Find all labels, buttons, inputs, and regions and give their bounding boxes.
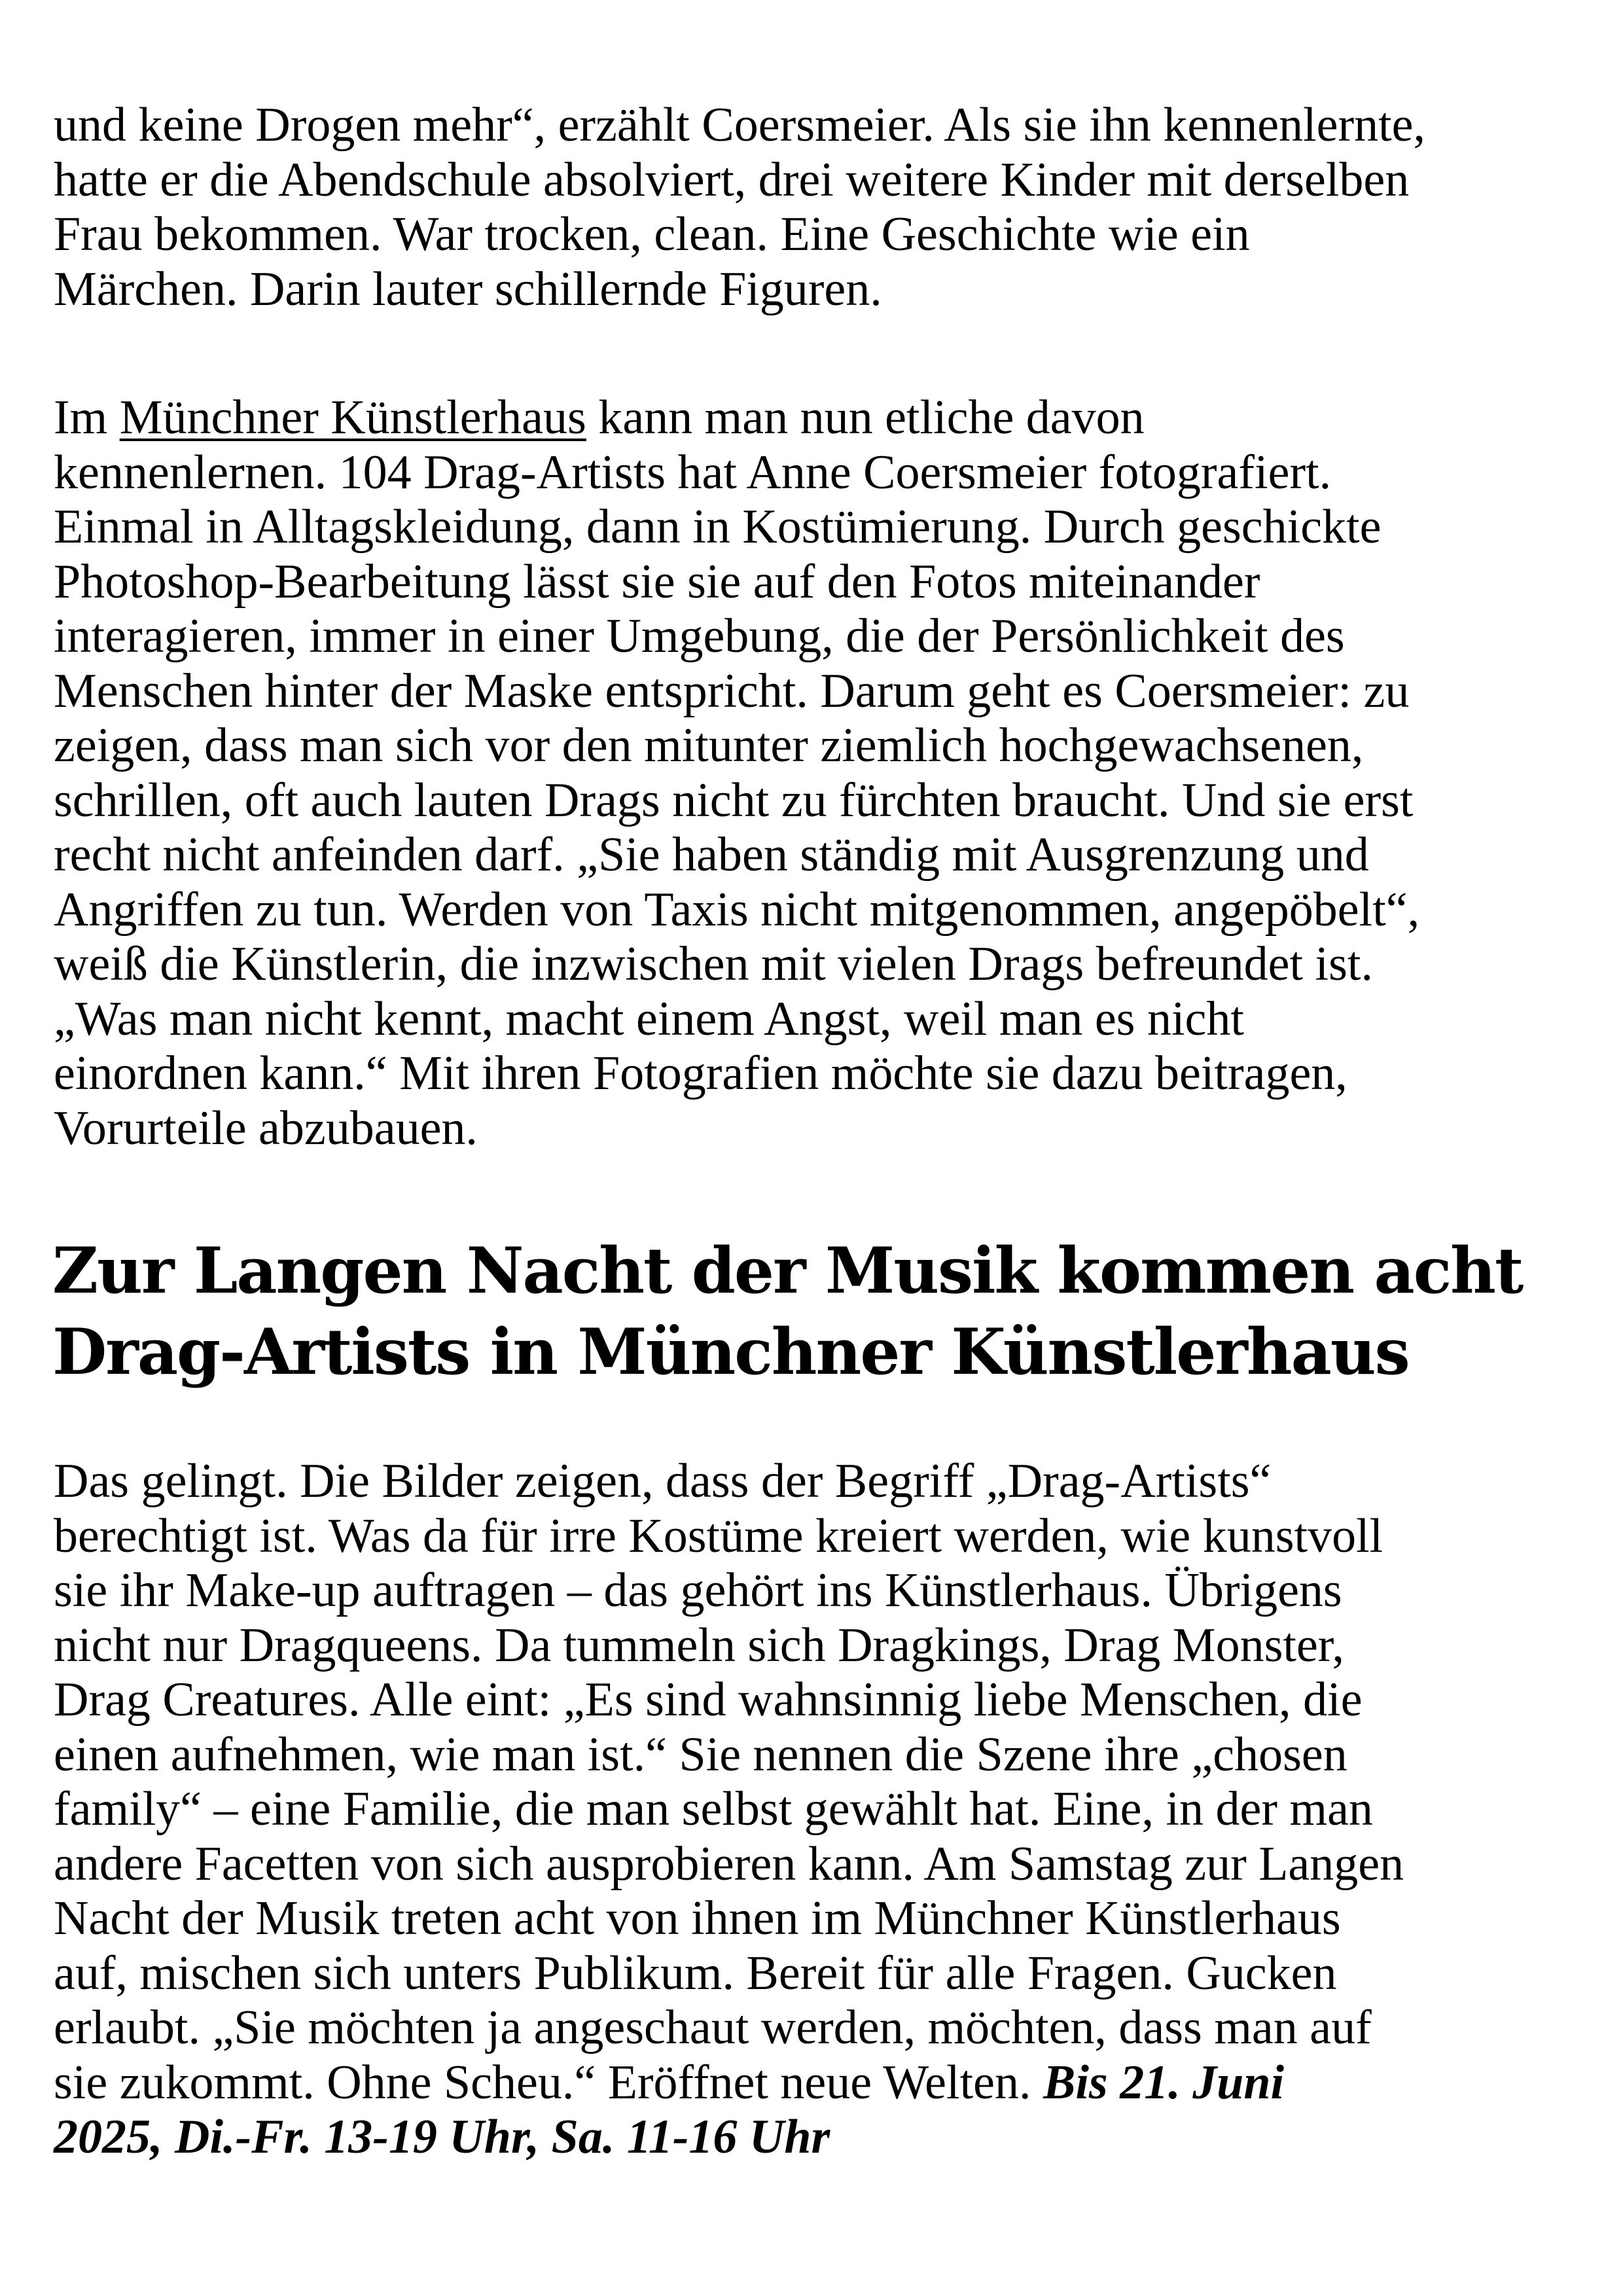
text-line: Nacht der Musik treten acht von ihnen im Münchner Künstlerhaus (54, 1892, 1341, 1945)
text-line: weiß die Künstlerin, die inzwischen mit vielen Drags befreundet ist. (54, 937, 1373, 991)
text-line: Das gelingt. Die Bilder zeigen, dass der Begriff „Drag-Artists“ (54, 1454, 1272, 1508)
text-segment: kann man nun etliche davon (586, 391, 1145, 444)
text-line: auf, mischen sich unters Publikum. Bereit für alle Fragen. Gucken (54, 1946, 1337, 2000)
text-line: Frau bekommen. War trocken, clean. Eine Geschichte wie ein (54, 207, 1250, 261)
text-line: sie ihr Make-up auftragen – das gehört ins Künstlerhaus. Übrigens (54, 1564, 1342, 1617)
paragraph-intro (54, 98, 1578, 317)
opening-dates: Bis 21. Juni (1043, 2055, 1285, 2109)
text-line: Photoshop-Bearbeitung lässt sie sie auf den Fotos miteinander (54, 554, 1260, 609)
text-line: „Was man nicht kennt, macht einem Angst, weil man es nicht (54, 992, 1244, 1046)
opening-hours: 2025, Di.-Fr. 13-19 Uhr, Sa. 11-16 Uhr (54, 2110, 830, 2164)
text-line: einordnen kann.“ Mit ihren Fotografien möchte sie dazu beitragen, (54, 1047, 1347, 1100)
heading-line: Zur Langen Nacht der Musik kommen acht (52, 1234, 1523, 1308)
text-line: Einmal in Alltagskleidung, dann in Kostümierung. Durch geschickte (54, 500, 1382, 554)
text-line: andere Facetten von sich ausprobieren kann. Am Samstag zur Langen (54, 1837, 1404, 1891)
section-heading (52, 1230, 1577, 1393)
text-line: kennenlernen. 104 Drag-Artists hat Anne Coersmeier fotografiert. (54, 445, 1332, 499)
text-line: und keine Drogen mehr“, erzählt Coersmeier. Als sie ihn kennenlernte, (54, 98, 1425, 152)
text-line: schrillen, oft auch lauten Drags nicht zu fürchten braucht. Und sie erst (54, 773, 1414, 827)
text-segment: sie zukommt. Ohne Scheu.“ Eröffnet neue Welten. (54, 2055, 1043, 2109)
text-line: einen aufnehmen, wie man ist.“ Sie nennen die Szene ihre „chosen (54, 1727, 1347, 1782)
kuenstlerhaus-link[interactable]: Münchner Künstlerhaus (119, 391, 586, 444)
heading-line: Drag-Artists in Münchner Künstlerhaus (52, 1315, 1409, 1389)
text-line: Märchen. Darin lauter schillernde Figuren. (54, 262, 882, 316)
text-segment: Im (54, 391, 120, 444)
paragraph-exhibition (54, 391, 1578, 1156)
text-line (54, 391, 1578, 446)
text-line: Menschen hinter der Maske entspricht. Darum geht es Coersmeier: zu (54, 664, 1410, 718)
text-line: Angriffen zu tun. Werden von Taxis nicht mitgenommen, angepöbelt“, (54, 882, 1420, 937)
text-line: recht nicht anfeinden darf. „Sie haben ständig mit Ausgrenzung und (54, 828, 1369, 882)
text-line (54, 2056, 1578, 2111)
text-line: Drag Creatures. Alle eint: „Es sind wahnsinnig liebe Menschen, die (54, 1673, 1363, 1727)
text-line: family“ – eine Familie, die man selbst gewählt hat. Eine, in der man (54, 1782, 1373, 1836)
text-line: hatte er die Abendschule absolviert, drei weitere Kinder mit derselben (54, 152, 1410, 207)
text-line: zeigen, dass man sich vor den mitunter ziemlich hochgewachsenen, (54, 719, 1364, 772)
text-line: berechtigt ist. Was da für irre Kostüme kreiert werden, wie kunstvoll (54, 1509, 1383, 1563)
text-line: erlaubt. „Sie möchten ja angeschaut werden, möchten, dass man auf (54, 2001, 1372, 2054)
paragraph-long-night (54, 1454, 1578, 2165)
text-line: interagieren, immer in einer Umgebung, die der Persönlichkeit des (54, 609, 1345, 663)
text-line: Vorurteile abzubauen. (54, 1101, 478, 1155)
text-line: nicht nur Dragqueens. Da tummeln sich Dragkings, Drag Monster, (54, 1618, 1344, 1672)
